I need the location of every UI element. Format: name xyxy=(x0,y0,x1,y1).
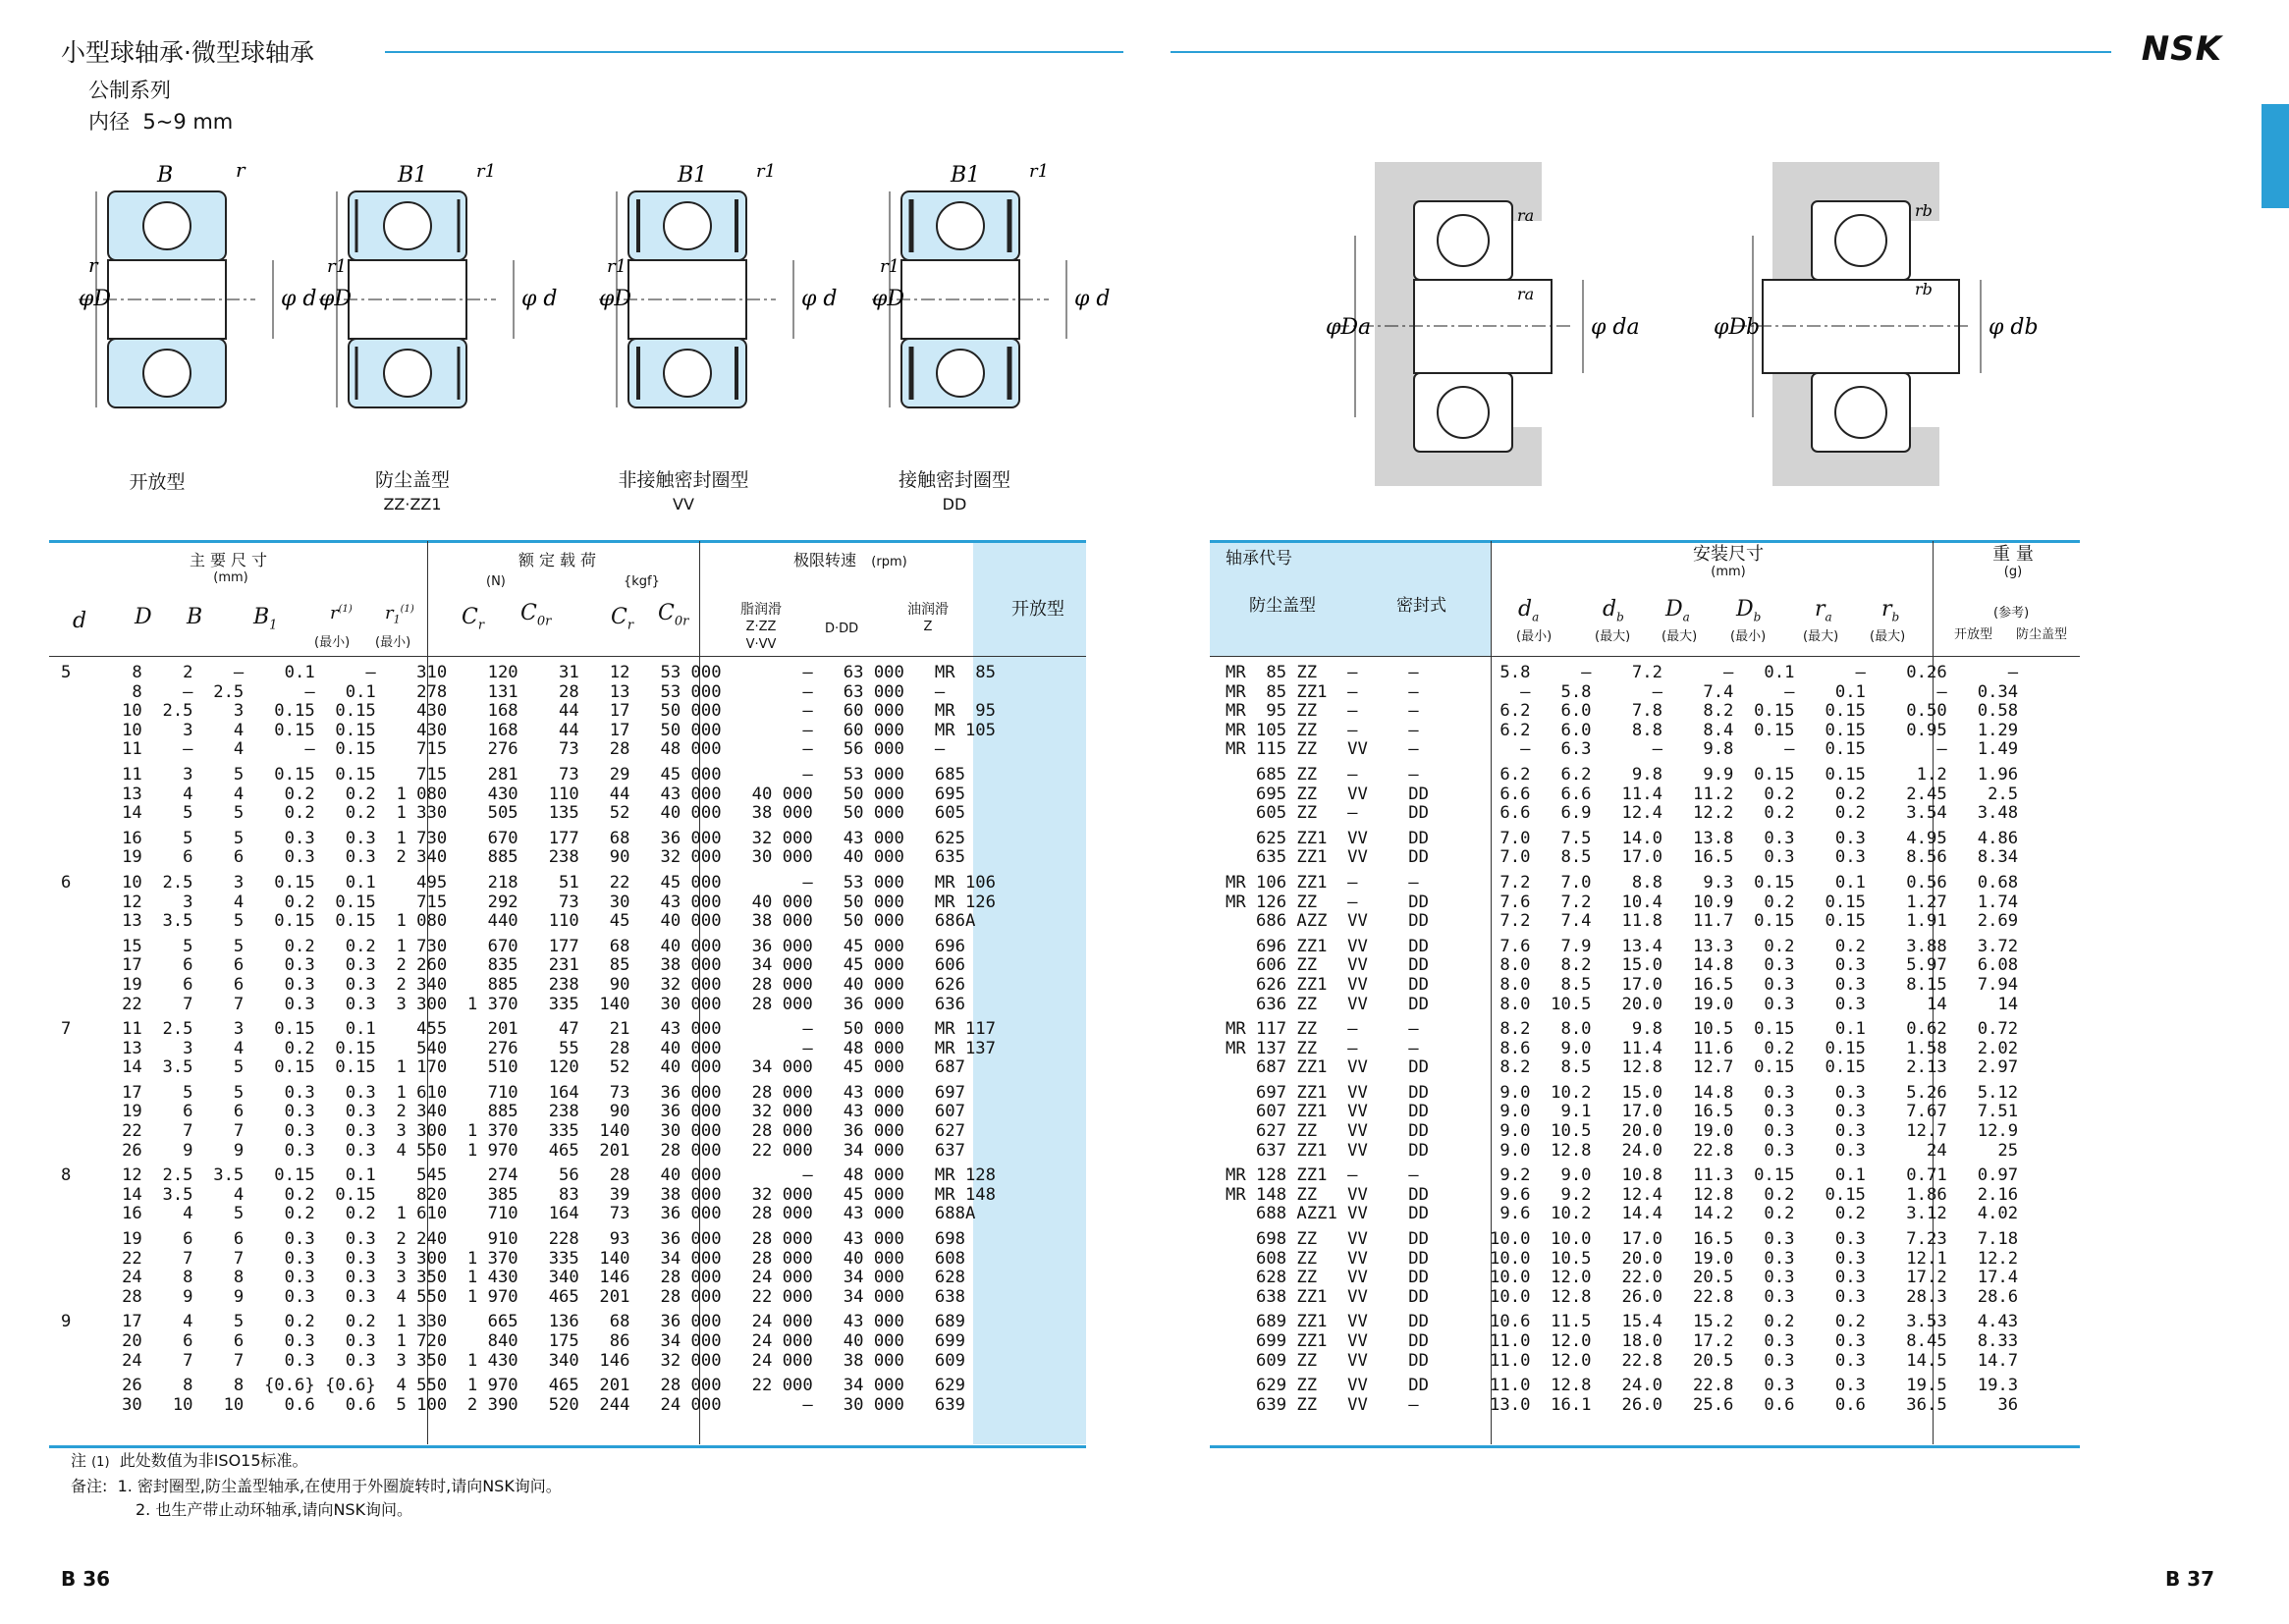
rt-group-mount xyxy=(1669,546,1787,581)
header-rule-right xyxy=(1171,51,2111,53)
svg-text:φD: φD xyxy=(319,287,353,311)
lt-group-speed-label: 极限转速 xyxy=(793,551,857,569)
table-row: 30 10 10 0.6 0.6 5 100 2 390 520 244 24 000 — 30 000 639 xyxy=(61,1394,965,1415)
lt-grease-types: Z·ZZ xyxy=(745,620,777,634)
caption-vv-name: 非接触密封圈型 xyxy=(618,469,749,491)
note-text: 此处数值为非ISO15标准。 xyxy=(119,1451,308,1470)
lt-unit-n: (N) xyxy=(486,574,506,589)
table-row: 22 7 7 0.3 0.3 3 300 1 370 335 140 30 000 28 000 36 000 636 xyxy=(61,994,965,1014)
table-row: 6 10 2.5 3 0.15 0.1 495 218 51 22 45 000 — 53 000 MR 106 xyxy=(61,872,996,893)
lt-col-Cr: $C_r$ xyxy=(462,605,485,633)
rt-col-seal: 密封式 xyxy=(1396,596,1446,616)
table-row: 26 9 9 0.3 0.3 4 550 1 970 465 201 28 000 22 000 34 000 637 xyxy=(61,1140,965,1161)
svg-text:r1: r1 xyxy=(880,256,900,277)
remark-1: 1. 密封圈型,防尘盖型轴承,在使用于外圈旋转时,请向NSK询问。 xyxy=(117,1477,562,1495)
svg-text:ra: ra xyxy=(1517,206,1535,225)
table-row: MR 137 ZZ — — 8.6 9.0 11.4 11.6 0.2 0.15 1.58 2.02 xyxy=(1226,1038,2019,1058)
table-row: 687 ZZ1 VV DD 8.2 8.5 12.8 12.7 0.15 0.15 2.13 2.97 xyxy=(1226,1057,2019,1078)
svg-text:rb: rb xyxy=(1915,280,1933,298)
lt-col-D: D xyxy=(135,605,152,629)
rt-col-Da: $D_a$ xyxy=(1665,597,1690,624)
table-row: 699 ZZ1 VV DD 11.0 12.0 18.0 17.2 0.3 0.3 8.45 8.33 xyxy=(1226,1331,2019,1351)
lt-group-main-label: 主要尺寸 xyxy=(189,551,272,569)
svg-text:φ d: φ d xyxy=(1074,287,1111,311)
table-row: 16 5 5 0.3 0.3 1 730 670 177 68 36 000 32 000 43 000 625 xyxy=(61,828,965,848)
bore-label xyxy=(88,106,233,135)
bearing-diagrams xyxy=(49,137,1111,461)
lt-col-r1: $r_1^{(1)}$ xyxy=(385,603,414,626)
table-row: 607 ZZ1 VV DD 9.0 9.1 17.0 16.5 0.3 0.3 7.67 7.51 xyxy=(1226,1102,2019,1122)
rt-group-weight xyxy=(1974,546,2052,581)
rt-col-rb: $r_b$ xyxy=(1881,597,1900,624)
rt-w-open: 开放型 xyxy=(1954,627,1993,642)
table-row: 626 ZZ1 VV DD 8.0 8.5 17.0 16.5 0.3 0.3 8.15 7.94 xyxy=(1226,974,2019,995)
table-row: 697 ZZ1 VV DD 9.0 10.2 15.0 14.8 0.3 0.3 5.26 5.12 xyxy=(1226,1082,2019,1103)
section-tab xyxy=(2262,104,2289,208)
svg-text:ra: ra xyxy=(1517,285,1535,303)
table-row: 28 9 9 0.3 0.3 4 550 1 970 465 201 28 000 22 000 34 000 638 xyxy=(61,1286,965,1307)
lt-group-load-label: 额定载荷 xyxy=(518,551,601,569)
rt-db-max: (最大) xyxy=(1595,629,1631,644)
remark-line-1 xyxy=(71,1475,562,1498)
rt-group-mount-unit: (mm) xyxy=(1711,565,1746,579)
table-row: 10 3 4 0.15 0.15 430 168 44 17 50 000 — 60 000 MR 105 xyxy=(61,720,996,740)
table-row: 5 8 2 — 0.1 — 310 120 31 12 53 000 — 63 000 MR 85 xyxy=(61,663,996,682)
table-row: 10 2.5 3 0.15 0.15 430 168 44 17 50 000 — 60 000 MR 95 xyxy=(61,701,996,722)
left-table-header-rule xyxy=(49,656,1086,657)
lt-group-speed xyxy=(793,552,907,571)
table-row: MR 148 ZZ VV DD 9.6 9.2 12.4 12.8 0.2 0.15 1.86 2.16 xyxy=(1226,1184,2019,1205)
lt-grease-label: 脂润滑 xyxy=(740,602,782,618)
table-row: 17 5 5 0.3 0.3 1 610 710 164 73 36 000 28 000 43 000 697 xyxy=(61,1082,965,1103)
lt-col-oil xyxy=(899,601,957,636)
table-row: 26 8 8 {0.6} {0.6} 4 550 1 970 465 201 28 000 22 000 34 000 629 xyxy=(61,1376,965,1396)
mounting-diagram-a xyxy=(1326,162,1640,486)
table-row: 14 3.5 4 0.2 0.15 820 385 83 39 38 000 32 000 45 000 MR 148 xyxy=(61,1184,996,1205)
caption-shield-code: ZZ·ZZ1 xyxy=(383,495,442,514)
svg-text:r1: r1 xyxy=(756,161,777,182)
caption-open xyxy=(59,467,255,494)
table-row: 14 5 5 0.2 0.2 1 330 505 135 52 40 000 38 000 50 000 605 xyxy=(61,803,965,824)
header-rule-left xyxy=(385,51,1123,53)
table-row: 24 7 7 0.3 0.3 3 350 1 430 340 146 32 000 24 000 38 000 609 xyxy=(61,1350,965,1371)
table-row: MR 115 ZZ VV — — 6.3 — 9.8 — 0.15 — 1.49 xyxy=(1226,739,2019,760)
table-row: MR 117 ZZ — — 8.2 8.0 9.8 10.5 0.15 0.1 0.62 0.72 xyxy=(1226,1019,2019,1040)
caption-dd-name: 接触密封圈型 xyxy=(898,469,1010,491)
table-row: 628 ZZ VV DD 10.0 12.0 22.0 20.5 0.3 0.3 17.2 17.4 xyxy=(1226,1268,2019,1288)
rt-col-Db: $D_b$ xyxy=(1736,597,1762,624)
note-mark: (1) xyxy=(91,1455,110,1470)
caption-dd-code: DD xyxy=(942,495,967,514)
lt-oil-label: 油润滑 xyxy=(907,602,949,618)
nsk-logo: NSK xyxy=(2141,29,2222,69)
right-table-top-rule xyxy=(1210,540,2080,543)
svg-text:r1: r1 xyxy=(1029,161,1050,182)
svg-text:rb: rb xyxy=(1915,201,1933,220)
caption-dd xyxy=(856,465,1053,514)
table-row: 688 AZZ1 VV DD 9.6 10.2 14.4 14.2 0.2 0.2 3.12 4.02 xyxy=(1226,1204,2019,1224)
table-row: 19 6 6 0.3 0.3 2 340 885 238 90 32 000 30 000 40 000 635 xyxy=(61,847,965,868)
rt-w-shield: 防尘盖型 xyxy=(2016,627,2068,642)
rt-group-weight-label: 重 量 xyxy=(1992,544,2034,565)
lt-col-r-min: (最小) xyxy=(314,635,351,650)
svg-text:φ db: φ db xyxy=(1989,315,2039,340)
table-row: 685 ZZ — — 6.2 6.2 9.8 9.9 0.15 0.15 1.2 1.96 xyxy=(1226,764,2019,785)
table-row: 605 ZZ — DD 6.6 6.9 12.4 12.2 0.2 0.2 3.54 3.48 xyxy=(1226,803,2019,824)
lt-col-open: 开放型 xyxy=(1011,599,1064,620)
right-table-body xyxy=(1226,664,2018,1415)
lt-col-C0r: $C_{0r}$ xyxy=(520,601,552,629)
lt-col-grease xyxy=(727,601,795,654)
lt-group-load xyxy=(501,552,619,569)
svg-text:φD: φD xyxy=(79,287,112,311)
bore-range: 5~9 mm xyxy=(142,110,234,134)
table-row: 12 3 4 0.2 0.15 715 292 73 30 43 000 40 000 50 000 MR 126 xyxy=(61,892,996,912)
table-row: 625 ZZ1 VV DD 7.0 7.5 14.0 13.8 0.3 0.3 4.95 4.86 xyxy=(1226,828,2019,848)
table-row: 689 ZZ1 VV DD 10.6 11.5 15.4 15.2 0.2 0.2 3.53 4.43 xyxy=(1226,1312,2019,1332)
rt-Db-min: (最小) xyxy=(1730,629,1767,644)
page-number-left: B 36 xyxy=(61,1567,111,1591)
table-row: 17 6 6 0.3 0.3 2 260 835 231 85 38 000 34 000 45 000 606 xyxy=(61,955,965,976)
table-row: 637 ZZ1 VV DD 9.0 12.8 24.0 22.8 0.3 0.3 24 25 xyxy=(1226,1140,2019,1161)
table-row: 14 3.5 5 0.15 0.15 1 170 510 120 52 40 000 34 000 45 000 687 xyxy=(61,1057,965,1078)
diagram-open xyxy=(79,158,316,407)
table-row: MR 126 ZZ — DD 7.6 7.2 10.4 10.9 0.2 0.15 1.27 1.74 xyxy=(1226,892,2019,912)
svg-text:r1: r1 xyxy=(607,256,627,277)
lt-col-d: d xyxy=(73,609,87,633)
rt-group-weight-unit: (g) xyxy=(2003,565,2023,579)
svg-text:B1: B1 xyxy=(951,163,981,188)
series-label: 公制系列 xyxy=(88,79,171,102)
svg-text:B1: B1 xyxy=(678,163,708,188)
table-row: 20 6 6 0.3 0.3 1 720 840 175 86 34 000 24 000 40 000 699 xyxy=(61,1331,965,1351)
table-row: MR 105 ZZ — — 6.2 6.0 8.8 8.4 0.15 0.15 0.95 1.29 xyxy=(1226,720,2019,740)
table-row: 8 — 2.5 — 0.1 278 131 28 13 53 000 — 63 000 — xyxy=(61,681,946,702)
table-row: 24 8 8 0.3 0.3 3 350 1 430 340 146 28 000 24 000 34 000 628 xyxy=(61,1268,965,1288)
svg-text:r: r xyxy=(88,253,98,277)
table-row: MR 128 ZZ1 — — 9.2 9.0 10.8 11.3 0.15 0.1 0.71 0.97 xyxy=(1226,1165,2019,1186)
table-row: 629 ZZ VV DD 11.0 12.8 24.0 22.8 0.3 0.3 19.5 19.3 xyxy=(1226,1376,2019,1396)
svg-text:r: r xyxy=(236,158,245,182)
lt-group-speed-unit: (rpm) xyxy=(871,555,907,569)
remark-label: 备注: xyxy=(71,1477,108,1495)
rt-rb-max: (最大) xyxy=(1870,629,1906,644)
table-row: 698 ZZ VV DD 10.0 10.0 17.0 16.5 0.3 0.3 7.23 7.18 xyxy=(1226,1229,2019,1250)
table-row: 696 ZZ1 VV DD 7.6 7.9 13.4 13.3 0.2 0.2 3.88 3.72 xyxy=(1226,936,2019,956)
svg-text:φD: φD xyxy=(599,287,632,311)
mounting-diagram-b xyxy=(1714,162,2039,486)
table-row: 22 7 7 0.3 0.3 3 300 1 370 335 140 30 000 28 000 36 000 627 xyxy=(61,1121,965,1142)
lt-col-r1-min: (最小) xyxy=(375,635,411,650)
table-row: MR 106 ZZ1 — — 7.2 7.0 8.8 9.3 0.15 0.1 0.56 0.68 xyxy=(1226,872,2019,893)
diagram-vv xyxy=(599,161,837,407)
svg-text:r1: r1 xyxy=(327,256,348,277)
left-table-top-rule xyxy=(49,540,1086,543)
remark-2: 2. 也生产带止动环轴承,请向NSK询问。 xyxy=(136,1500,413,1519)
svg-text:φD: φD xyxy=(872,287,905,311)
svg-text:B1: B1 xyxy=(398,163,428,188)
table-row: 19 6 6 0.3 0.3 2 340 885 238 90 36 000 32 000 43 000 607 xyxy=(61,1102,965,1122)
table-row: 8 12 2.5 3.5 0.15 0.1 545 274 56 28 40 000 — 48 000 MR 128 xyxy=(61,1165,996,1186)
lt-col-Cr-kgf: $C_r$ xyxy=(611,605,634,633)
caption-open-name: 开放型 xyxy=(129,471,186,493)
lt-col-r: $r^{(1)}$ xyxy=(330,603,353,623)
rt-Da-max: (最大) xyxy=(1662,629,1698,644)
rt-col-ra: $r_a$ xyxy=(1815,597,1832,624)
table-row: 22 7 7 0.3 0.3 3 300 1 370 335 140 34 000 28 000 40 000 608 xyxy=(61,1248,965,1269)
caption-shield xyxy=(314,465,511,514)
mounting-diagrams xyxy=(1296,147,2043,501)
table-row: 13 4 4 0.2 0.2 1 080 430 110 44 43 000 40 000 50 000 695 xyxy=(61,784,965,804)
table-row: 7 11 2.5 3 0.15 0.1 455 201 47 21 43 000 — 50 000 MR 117 xyxy=(61,1019,996,1040)
table-row: MR 85 ZZ — — 5.8 — 7.2 — 0.1 — 0.26 — xyxy=(1226,663,2019,682)
note-line xyxy=(71,1449,562,1475)
diagram-shield xyxy=(319,161,557,407)
table-row: 636 ZZ VV DD 8.0 10.5 20.0 19.0 0.3 0.3 14 14 xyxy=(1226,994,2019,1014)
rt-ra-max: (最大) xyxy=(1803,629,1839,644)
rt-group-mount-label: 安装尺寸 xyxy=(1693,544,1764,565)
right-table-bottom-rule xyxy=(1210,1445,2080,1448)
left-table-bottom-rule xyxy=(49,1445,1086,1448)
lt-unit-kgf: {kgf} xyxy=(624,574,660,589)
table-row: 11 3 5 0.15 0.15 715 281 73 29 45 000 — 53 000 685 xyxy=(61,764,965,785)
table-row: 627 ZZ VV DD 9.0 10.5 20.0 19.0 0.3 0.3 12.7 12.9 xyxy=(1226,1121,2019,1142)
caption-vv-code: VV xyxy=(673,495,694,514)
table-row: 11 — 4 — 0.15 715 276 73 28 48 000 — 56 000 — xyxy=(61,739,946,760)
table-row: MR 85 ZZ1 — — — 5.8 — 7.4 — 0.1 — 0.34 xyxy=(1226,681,2019,702)
table-row: 608 ZZ VV DD 10.0 10.5 20.0 19.0 0.3 0.3 12.1 12.2 xyxy=(1226,1248,2019,1269)
lt-col-B1: $B_1$ xyxy=(253,605,278,633)
diagram-dd xyxy=(872,161,1110,407)
rt-ref: (参考) xyxy=(1993,606,2030,621)
lt-col-C0r-kgf: $C_{0r}$ xyxy=(658,601,689,629)
svg-text:φ d: φ d xyxy=(281,287,317,311)
svg-text:r1: r1 xyxy=(476,161,497,182)
svg-text:φDb: φDb xyxy=(1714,315,1761,340)
table-row: 9 17 4 5 0.2 0.2 1 330 665 136 68 36 000 24 000 43 000 689 xyxy=(61,1312,965,1332)
table-row: MR 95 ZZ — — 6.2 6.0 7.8 8.2 0.15 0.15 0.50 0.58 xyxy=(1226,701,2019,722)
remark-line-2 xyxy=(71,1498,562,1522)
page-number-right: B 37 xyxy=(2164,1567,2214,1591)
table-row: 635 ZZ1 VV DD 7.0 8.5 17.0 16.5 0.3 0.3 8.56 8.34 xyxy=(1226,847,2019,868)
left-table-body xyxy=(61,664,996,1415)
rt-col-da: $d_a$ xyxy=(1518,597,1540,624)
table-row: 609 ZZ VV DD 11.0 12.0 22.8 20.5 0.3 0.3 14.5 14.7 xyxy=(1226,1350,2019,1371)
rt-group-code: 轴承代号 xyxy=(1226,549,1292,568)
table-row: 638 ZZ1 VV DD 10.0 12.8 26.0 22.8 0.3 0.3 28.3 28.6 xyxy=(1226,1286,2019,1307)
caption-shield-name: 防尘盖型 xyxy=(374,469,450,491)
lt-group-main xyxy=(147,552,314,587)
bore-label-text: 内径 xyxy=(88,110,130,134)
caption-vv xyxy=(585,465,782,514)
page-title: 小型球轴承·微型球轴承 xyxy=(61,38,314,67)
table-row: 13 3 4 0.2 0.15 540 276 55 28 40 000 — 48 000 MR 137 xyxy=(61,1038,996,1058)
table-row: 16 4 5 0.2 0.2 1 610 710 164 73 36 000 28 000 43 000 688A xyxy=(61,1204,976,1224)
table-row: 686 AZZ VV DD 7.2 7.4 11.8 11.7 0.15 0.15 1.91 2.69 xyxy=(1226,911,2019,932)
lt-group-main-unit: (mm) xyxy=(213,570,248,585)
lt-grease-types-2: V·VV xyxy=(745,637,777,652)
right-table-header-rule xyxy=(1210,656,2080,657)
svg-text:φ da: φ da xyxy=(1591,315,1640,340)
rt-col-shield: 防尘盖型 xyxy=(1249,596,1316,616)
table-row: 639 ZZ VV — 13.0 16.1 26.0 25.6 0.6 0.6 36.5 36 xyxy=(1226,1394,2019,1415)
table-row: 13 3.5 5 0.15 0.15 1 080 440 110 45 40 000 38 000 50 000 686A xyxy=(61,911,976,932)
table-row: 15 5 5 0.2 0.2 1 730 670 177 68 40 000 36 000 45 000 696 xyxy=(61,936,965,956)
rt-col-db: $d_b$ xyxy=(1603,597,1624,624)
svg-text:φ d: φ d xyxy=(801,287,838,311)
table-row: 19 6 6 0.3 0.3 2 340 885 238 90 32 000 28 000 40 000 626 xyxy=(61,974,965,995)
note-label: 注 xyxy=(71,1451,87,1470)
lt-col-B: B xyxy=(187,605,203,629)
rt-da-min: (最小) xyxy=(1516,629,1553,644)
svg-text:B: B xyxy=(157,163,174,188)
lt-oil-type: Z xyxy=(923,620,933,634)
svg-text:φ d: φ d xyxy=(521,287,558,311)
notes xyxy=(71,1449,562,1522)
svg-text:φDa: φDa xyxy=(1326,315,1372,340)
table-row: 606 ZZ VV DD 8.0 8.2 15.0 14.8 0.3 0.3 5.97 6.08 xyxy=(1226,955,2019,976)
table-row: 695 ZZ VV DD 6.6 6.6 11.4 11.2 0.2 0.2 2.45 2.5 xyxy=(1226,784,2019,804)
table-row: 19 6 6 0.3 0.3 2 240 910 228 93 36 000 28 000 43 000 698 xyxy=(61,1229,965,1250)
lt-col-dd: D·DD xyxy=(825,622,859,636)
